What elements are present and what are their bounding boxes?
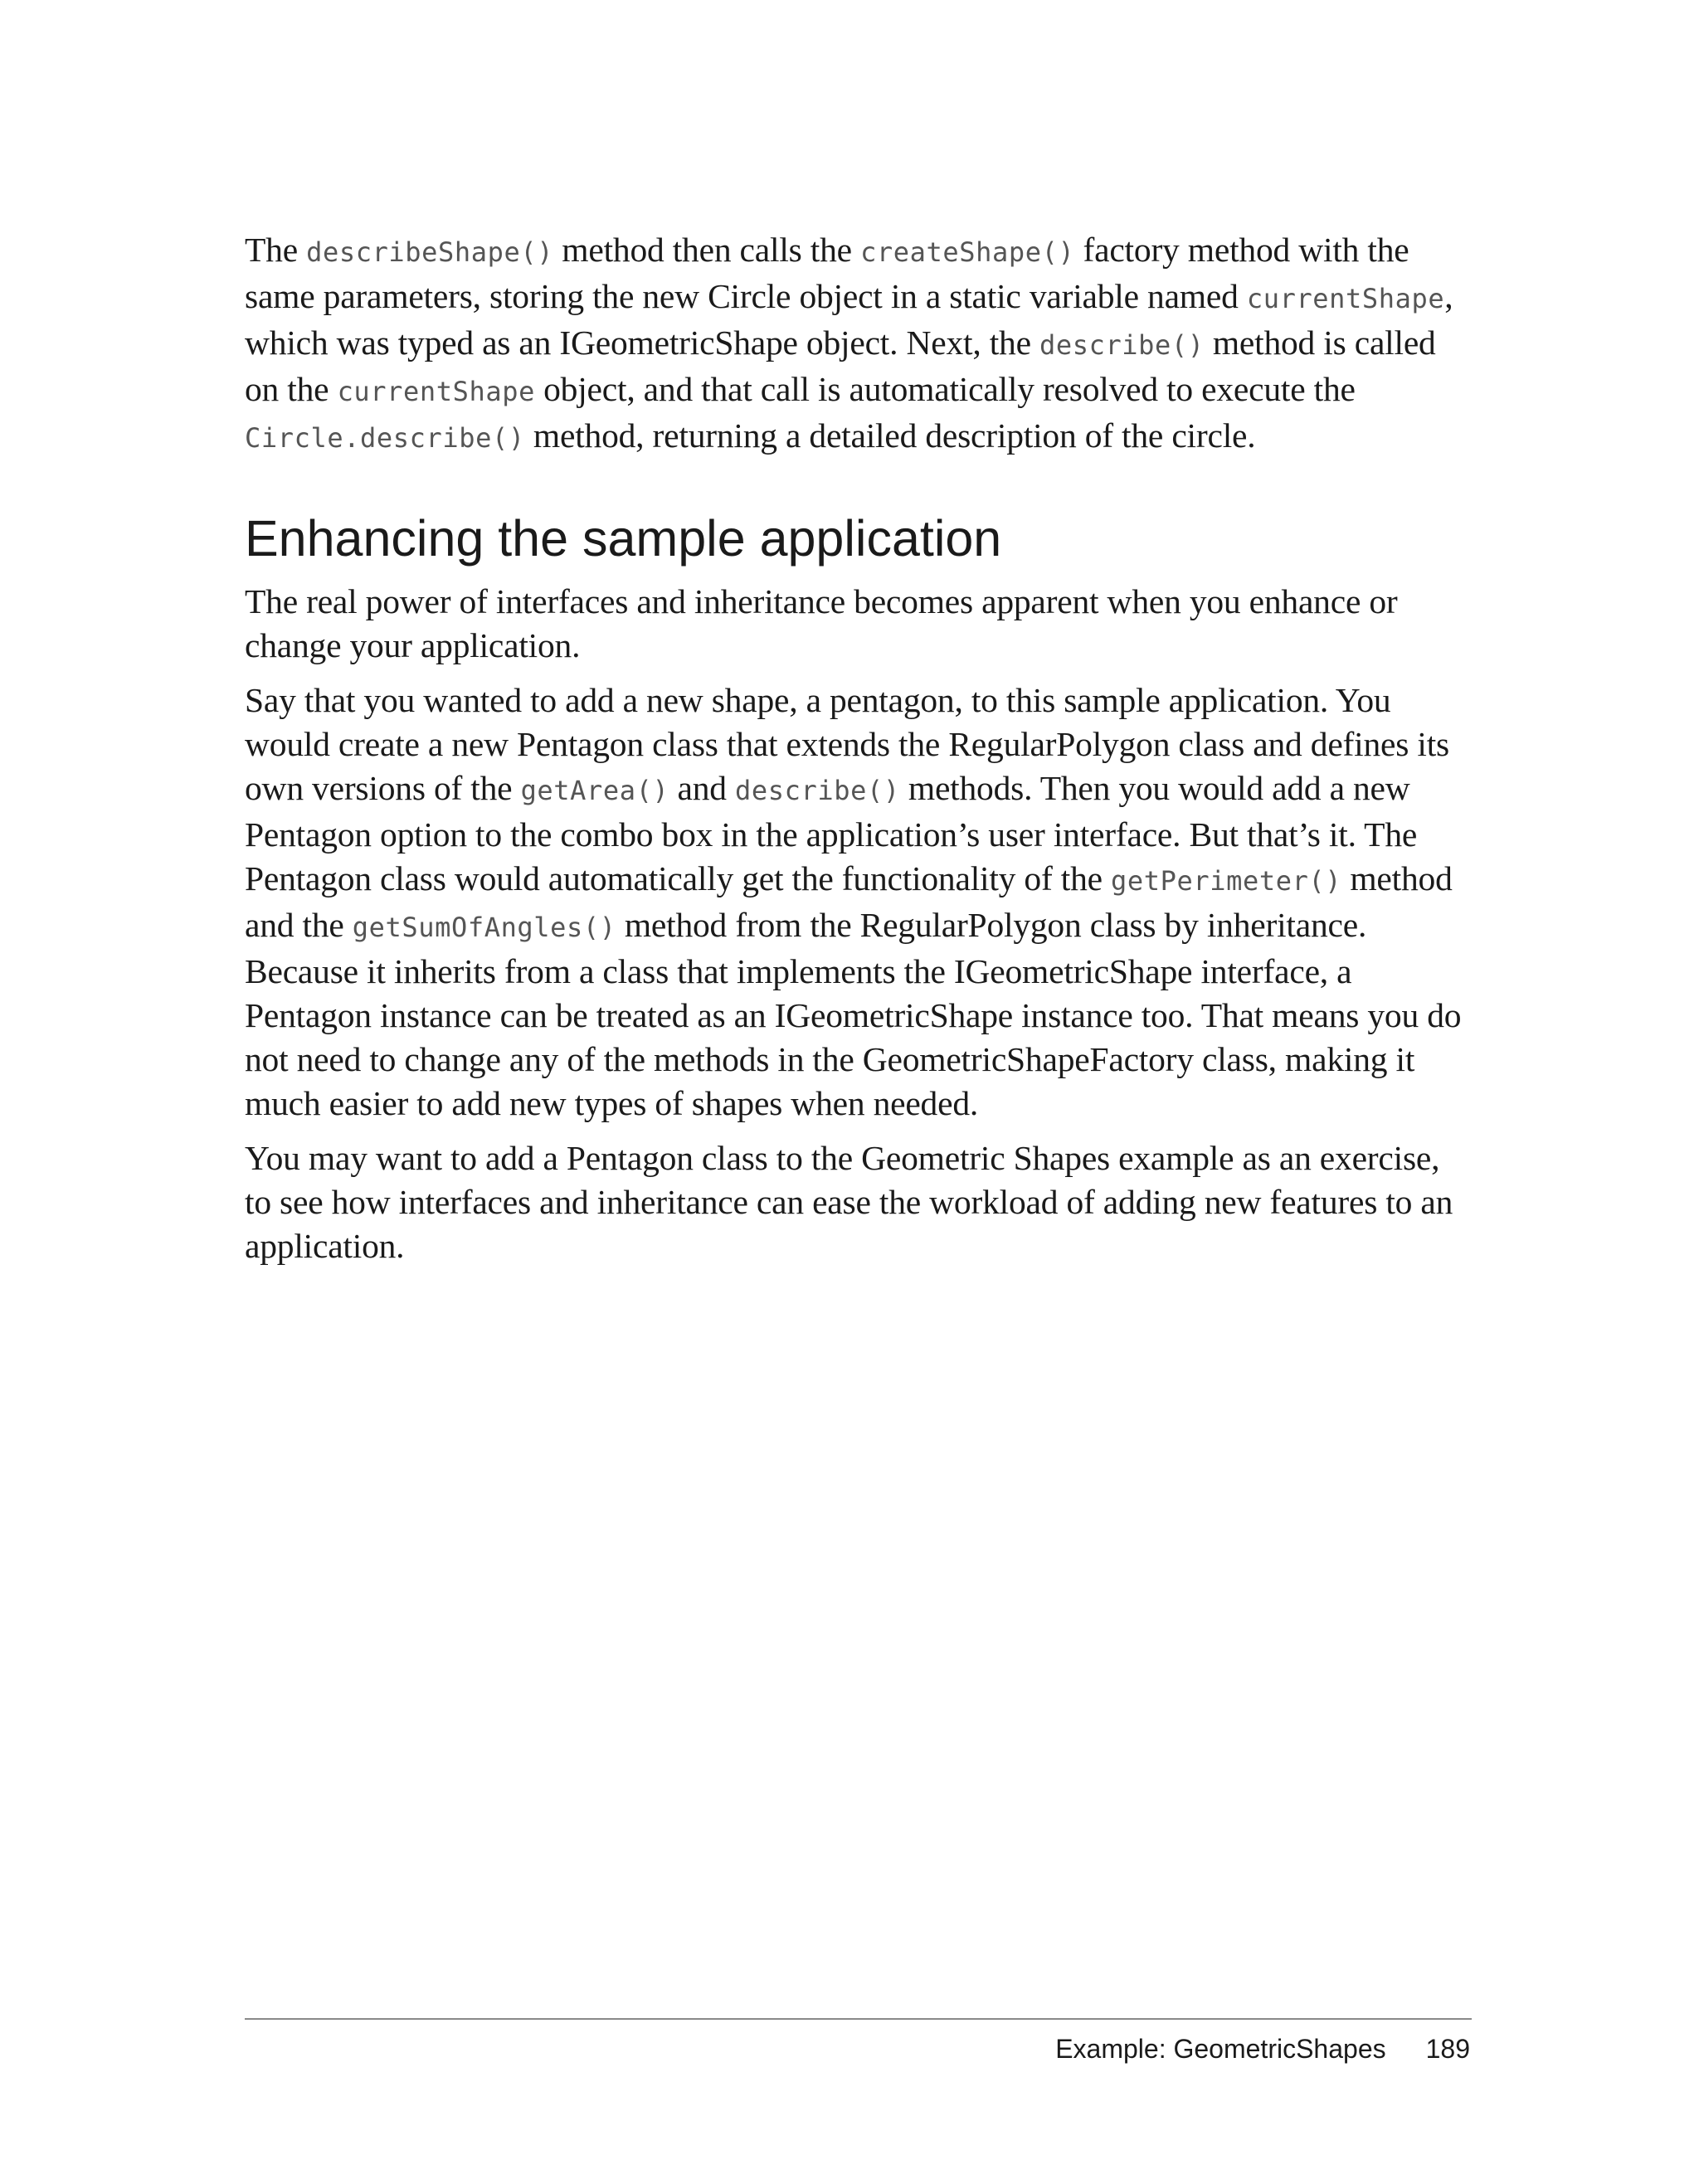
text-run: The	[245, 231, 307, 269]
page-content	[245, 228, 1473, 1279]
code-get-area: getArea()	[520, 775, 669, 806]
text-run: method from the RegularPolygon class by inheritance. Because it inherits from a class that implements the IGeometricShape interface, a Pentagon instance can be treated as an IGeometricShape instance too. That means you do not need to change any of the methods in the GeometricShapeFactory class, making it much easier to add new types of shapes when needed.	[245, 906, 1462, 1122]
code-create-shape: createShape()	[860, 236, 1075, 268]
section-heading: Enhancing the sample application	[245, 510, 1002, 567]
page-number: 189	[1425, 2034, 1470, 2064]
paragraph-real-power: The real power of interfaces and inheritance becomes apparent when you enhance or change your application.	[245, 582, 1398, 664]
code-circle-describe: Circle.describe()	[245, 422, 525, 454]
code-get-perimeter: getPerimeter()	[1111, 865, 1342, 897]
code-get-sum-of-angles: getSumOfAngles()	[352, 912, 616, 943]
text-run: Say that you wanted to add a new shape, a pentagon, to this sample application. You would create a new Pentagon class that extends the RegularPolygon class and defines its own versions of the	[245, 681, 1450, 807]
code-current-shape: currentShape	[1246, 283, 1445, 314]
code-describe: describe()	[1039, 329, 1205, 361]
paragraph-pentagon	[245, 679, 1473, 1126]
text-run: method then calls the	[553, 231, 861, 269]
paragraph-exercise: You may want to add a Pentagon class to the Geometric Shapes example as an exercise, to see how interfaces and inheritance can ease the workload of adding new features to an application.	[245, 1139, 1453, 1265]
text-run: method, returning a detailed description of the circle.	[524, 416, 1256, 455]
text-run: methods. Then you would add a new Pentagon option to the combo box in the application’s user interface. But that’s it. The Pentagon class would automatically get the functionality of the	[245, 769, 1418, 897]
text-run: and	[669, 769, 736, 807]
text-run: method and the	[245, 859, 1453, 944]
text-run: , which was typed as an IGeometricShape object. Next, the	[245, 277, 1453, 362]
text-run: method is called on the	[245, 323, 1436, 408]
footer-section-title: Example: GeometricShapes	[1055, 2034, 1386, 2064]
paragraph-describe-shape	[245, 228, 1473, 460]
code-describe: describe()	[735, 775, 900, 806]
text-run: object, and that call is automatically resolved to execute the	[534, 370, 1356, 408]
footer-divider	[245, 2018, 1472, 2020]
text-run: factory method with the same parameters, storing the new Circle object in a static variable named	[245, 231, 1409, 315]
code-current-shape: currentShape	[337, 376, 535, 407]
code-describe-shape: describeShape()	[306, 236, 554, 268]
page-footer	[1055, 2034, 1470, 2065]
